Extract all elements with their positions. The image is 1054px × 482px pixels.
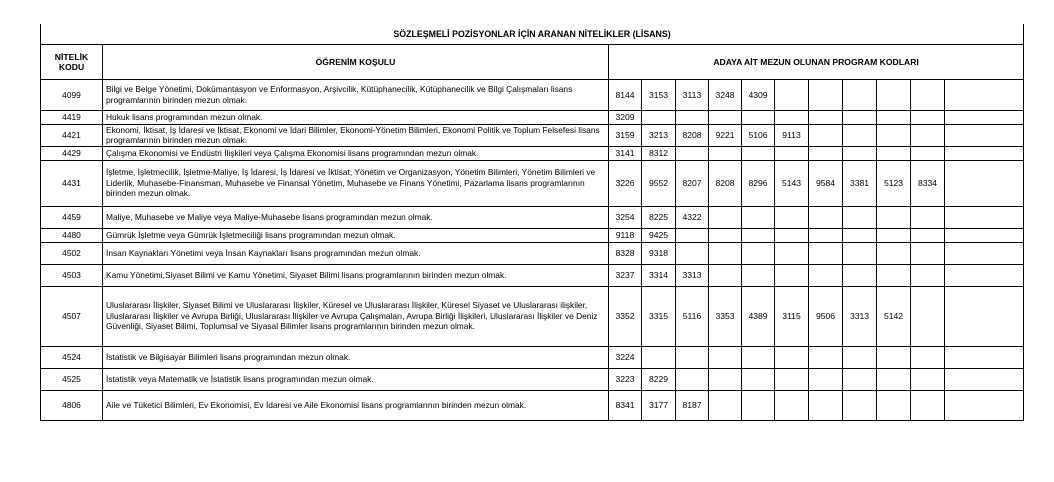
program-code-cell (742, 346, 775, 368)
program-code-cell (945, 368, 1024, 390)
program-code-cell (676, 110, 709, 124)
program-code-cell (843, 346, 877, 368)
program-code-cell: 3315 (642, 286, 676, 346)
program-code-cell (911, 228, 945, 242)
program-code-cell (809, 146, 843, 160)
program-code-cell: 3141 (609, 146, 642, 160)
code-header-line1: NİTELİK (54, 51, 89, 62)
table-row (41, 346, 1024, 368)
program-code-cell: 9425 (642, 228, 676, 242)
program-code-cell (945, 346, 1024, 368)
education-condition: Kamu Yönetimi,Siyaset Bilimi ve Kamu Yönetimi, Siyaset Bilimi lisans programlarının birinden mezun olmak. (103, 264, 609, 286)
program-code-cell (676, 346, 709, 368)
program-code-cell (945, 264, 1024, 286)
program-code-cell (911, 110, 945, 124)
education-condition: İstatistik ve Bilgisayar Bilimleri lisans programından mezun olmak. (103, 346, 609, 368)
program-code-cell (843, 368, 877, 390)
program-code-cell: 3224 (609, 346, 642, 368)
qualification-code: 4507 (41, 286, 103, 346)
program-code-cell (775, 390, 809, 420)
program-code-cell (877, 110, 911, 124)
education-condition: Ekonomi, İktisat, İş İdaresi ve İktisat, Ekonomi ve İdari Bilimler, Ekonomi-Yönetim Bilimleri, Ekonomi Politik ve Toplum Felsefesi lisans programlarının birinden mezun olmak. (103, 124, 609, 146)
program-code-cell (843, 110, 877, 124)
education-condition: Maliye, Muhasebe ve Maliye veya Maliye-Muhasebe lisans programından mezun olmak. (103, 206, 609, 228)
program-code-cell (775, 79, 809, 110)
program-code-cell (742, 368, 775, 390)
program-code-cell: 9506 (809, 286, 843, 346)
qualification-code: 4429 (41, 146, 103, 160)
education-condition: İstatistik veya Matematik ve İstatistik lisans programından mezun olmak. (103, 368, 609, 390)
program-code-cell (945, 160, 1024, 206)
program-code-cell (843, 124, 877, 146)
program-code-cell (877, 79, 911, 110)
program-code-cell: 9221 (709, 124, 742, 146)
program-code-cell (709, 390, 742, 420)
program-code-cell (945, 390, 1024, 420)
program-code-cell (676, 228, 709, 242)
table-row (41, 368, 1024, 390)
program-code-cell: 3353 (709, 286, 742, 346)
qualification-code: 4524 (41, 346, 103, 368)
program-code-cell: 5142 (877, 286, 911, 346)
program-code-cell (775, 368, 809, 390)
program-code-cell (911, 124, 945, 146)
program-code-cell: 8312 (642, 146, 676, 160)
program-code-cell: 3209 (609, 110, 642, 124)
program-code-cell (945, 206, 1024, 228)
program-code-cell: 3159 (609, 124, 642, 146)
qualification-code: 4099 (41, 79, 103, 110)
program-code-cell: 4322 (676, 206, 709, 228)
program-code-cell (809, 264, 843, 286)
qualification-code: 4503 (41, 264, 103, 286)
program-code-cell (843, 390, 877, 420)
program-code-cell (742, 228, 775, 242)
qualification-code: 4480 (41, 228, 103, 242)
table-title: SÖZLEŞMELİ POZİSYONLAR İÇİN ARANAN NİTELİKLER (LİSANS) (41, 24, 1024, 44)
program-code-cell: 5123 (877, 160, 911, 206)
education-condition: Gümrük İşletme veya Gümrük İşletmeciliği lisans programından mezun olmak. (103, 228, 609, 242)
program-code-cell (911, 368, 945, 390)
program-code-cell (877, 242, 911, 264)
program-code-cell (709, 228, 742, 242)
program-code-cell: 8208 (709, 160, 742, 206)
program-code-cell (809, 390, 843, 420)
program-code-cell (742, 110, 775, 124)
programs-column-header: ADAYA AİT MEZUN OLUNAN PROGRAM KODLARI (609, 44, 1024, 79)
program-code-cell: 8296 (742, 160, 775, 206)
program-code-cell (877, 124, 911, 146)
qualification-code: 4459 (41, 206, 103, 228)
program-code-cell (877, 264, 911, 286)
program-code-cell: 9552 (642, 160, 676, 206)
program-code-cell: 4389 (742, 286, 775, 346)
table-row (41, 146, 1024, 160)
program-code-cell (843, 228, 877, 242)
code-column-header (41, 44, 103, 79)
table-row (41, 79, 1024, 110)
table-body (41, 79, 1024, 420)
table-row (41, 242, 1024, 264)
program-code-cell (676, 368, 709, 390)
program-code-cell (945, 286, 1024, 346)
qualifications-table (40, 24, 1024, 421)
program-code-cell: 3153 (642, 79, 676, 110)
program-code-cell (945, 110, 1024, 124)
table-row (41, 160, 1024, 206)
program-code-cell: 5116 (676, 286, 709, 346)
program-code-cell (843, 79, 877, 110)
program-code-cell: 3352 (609, 286, 642, 346)
program-code-cell: 3313 (843, 286, 877, 346)
program-code-cell (809, 368, 843, 390)
program-code-cell (809, 206, 843, 228)
program-code-cell: 9118 (609, 228, 642, 242)
program-code-cell: 8341 (609, 390, 642, 420)
program-code-cell: 5143 (775, 160, 809, 206)
program-code-cell (709, 146, 742, 160)
program-code-cell: 3226 (609, 160, 642, 206)
program-code-cell (809, 110, 843, 124)
program-code-cell (911, 390, 945, 420)
program-code-cell (911, 206, 945, 228)
program-code-cell (775, 146, 809, 160)
program-code-cell: 4309 (742, 79, 775, 110)
table-row (41, 124, 1024, 146)
program-code-cell (911, 242, 945, 264)
program-code-cell (709, 206, 742, 228)
program-code-cell (911, 79, 945, 110)
program-code-cell (775, 206, 809, 228)
program-code-cell (775, 264, 809, 286)
program-code-cell: 8334 (911, 160, 945, 206)
program-code-cell (709, 368, 742, 390)
program-code-cell (877, 206, 911, 228)
table-row (41, 206, 1024, 228)
program-code-cell: 8207 (676, 160, 709, 206)
table-row (41, 286, 1024, 346)
program-code-cell (911, 286, 945, 346)
program-code-cell (911, 264, 945, 286)
program-code-cell (709, 346, 742, 368)
qualification-code: 4806 (41, 390, 103, 420)
table-row (41, 264, 1024, 286)
program-code-cell (775, 346, 809, 368)
education-condition: Bilgi ve Belge Yönetimi, Dokümantasyon ve Enformasyon, Arşivcilik, Kütüphanecilik, Kütüphanecilik ve Bilgi Çalışmaları lisans programlarının birinden mezun olmak. (103, 79, 609, 110)
program-code-cell (809, 228, 843, 242)
program-code-cell (709, 264, 742, 286)
program-code-cell (709, 242, 742, 264)
education-condition: İnsan Kaynakları Yönetimi veya İnsan Kaynakları lisans programından mezun olmak. (103, 242, 609, 264)
program-code-cell (742, 206, 775, 228)
program-code-cell (642, 346, 676, 368)
qualification-code: 4525 (41, 368, 103, 390)
program-code-cell (809, 346, 843, 368)
education-condition: Uluslararası İlişkiler, Siyaset Bilimi ve Uluslararası İlişkiler, Küresel ve Uluslararası İlişkiler, Küresel Siyaset ve Uluslararası ilişkiler, Uluslararası İlişkiler ve Avrupa Birliği, Uluslararası İlişkiler ve Avrupa Çalışmaları, Avrupa Birliği İlişkileri, Uluslararası İlişkiler ve Deniz Güvenliği, Siyaset Bilimi, Toplumsal ve Siyasal Bilimler lisans programlarının birinden mezun olmak. (103, 286, 609, 346)
program-code-cell (742, 242, 775, 264)
qualifications-table-wrapper (40, 24, 1023, 421)
program-code-cell (742, 390, 775, 420)
program-code-cell: 9113 (775, 124, 809, 146)
program-code-cell (911, 346, 945, 368)
condition-column-header: ÖĞRENİM KOŞULU (103, 44, 609, 79)
program-code-cell (709, 110, 742, 124)
program-code-cell (676, 146, 709, 160)
program-code-cell: 3254 (609, 206, 642, 228)
code-header-line2: KODU (58, 61, 85, 72)
program-code-cell (809, 79, 843, 110)
program-code-cell (945, 79, 1024, 110)
program-code-cell (945, 228, 1024, 242)
program-code-cell (809, 242, 843, 264)
program-code-cell (676, 242, 709, 264)
table-row (41, 110, 1024, 124)
program-code-cell (945, 242, 1024, 264)
program-code-cell (877, 390, 911, 420)
education-condition: Hukuk lisans programından mezun olmak. (103, 110, 609, 124)
program-code-cell (742, 264, 775, 286)
table-row (41, 390, 1024, 420)
education-condition: İşletme, İşletmecilik, İşletme-Maliye, İş İdaresi, İş İdaresi ve İktisat, Yönetim ve Organizasyon, Yönetim Bilimleri, Yönetim Bilimleri ve Liderlik, Muhasebe-Finansman, Muhasebe ve Finansal Yönetim, Muhasebe ve Finans Yönetimi, Pazarlama lisans programlarının birinden mezun olmak. (103, 160, 609, 206)
program-code-cell (642, 110, 676, 124)
program-code-cell: 3213 (642, 124, 676, 146)
program-code-cell: 3381 (843, 160, 877, 206)
program-code-cell: 8225 (642, 206, 676, 228)
program-code-cell: 9318 (642, 242, 676, 264)
program-code-cell: 9584 (809, 160, 843, 206)
program-code-cell (809, 124, 843, 146)
program-code-cell: 8328 (609, 242, 642, 264)
program-code-cell (843, 264, 877, 286)
program-code-cell: 8208 (676, 124, 709, 146)
program-code-cell (945, 146, 1024, 160)
program-code-cell: 5106 (742, 124, 775, 146)
program-code-cell (843, 146, 877, 160)
education-condition: Çalışma Ekonomisi ve Endüstri İlişkileri veya Çalışma Ekonomisi lisans programından mezun olmak. (103, 146, 609, 160)
program-code-cell (911, 146, 945, 160)
qualification-code: 4431 (41, 160, 103, 206)
program-code-cell: 3177 (642, 390, 676, 420)
program-code-cell (843, 242, 877, 264)
program-code-cell: 3248 (709, 79, 742, 110)
program-code-cell: 3113 (676, 79, 709, 110)
program-code-cell (877, 346, 911, 368)
program-code-cell (877, 368, 911, 390)
program-code-cell: 8144 (609, 79, 642, 110)
program-code-cell: 8187 (676, 390, 709, 420)
program-code-cell (775, 228, 809, 242)
program-code-cell (775, 110, 809, 124)
program-code-cell: 3313 (676, 264, 709, 286)
program-code-cell: 3314 (642, 264, 676, 286)
program-code-cell (742, 146, 775, 160)
program-code-cell: 3237 (609, 264, 642, 286)
qualification-code: 4419 (41, 110, 103, 124)
program-code-cell (843, 206, 877, 228)
program-code-cell: 8229 (642, 368, 676, 390)
table-row (41, 228, 1024, 242)
qualification-code: 4421 (41, 124, 103, 146)
program-code-cell (877, 228, 911, 242)
program-code-cell: 3223 (609, 368, 642, 390)
qualification-code: 4502 (41, 242, 103, 264)
program-code-cell (945, 124, 1024, 146)
education-condition: Aile ve Tüketici Bilimleri, Ev Ekonomisi, Ev İdaresi ve Aile Ekonomisi lisans programlarının birinden mezun olmak. (103, 390, 609, 420)
program-code-cell (877, 146, 911, 160)
program-code-cell: 3115 (775, 286, 809, 346)
program-code-cell (775, 242, 809, 264)
